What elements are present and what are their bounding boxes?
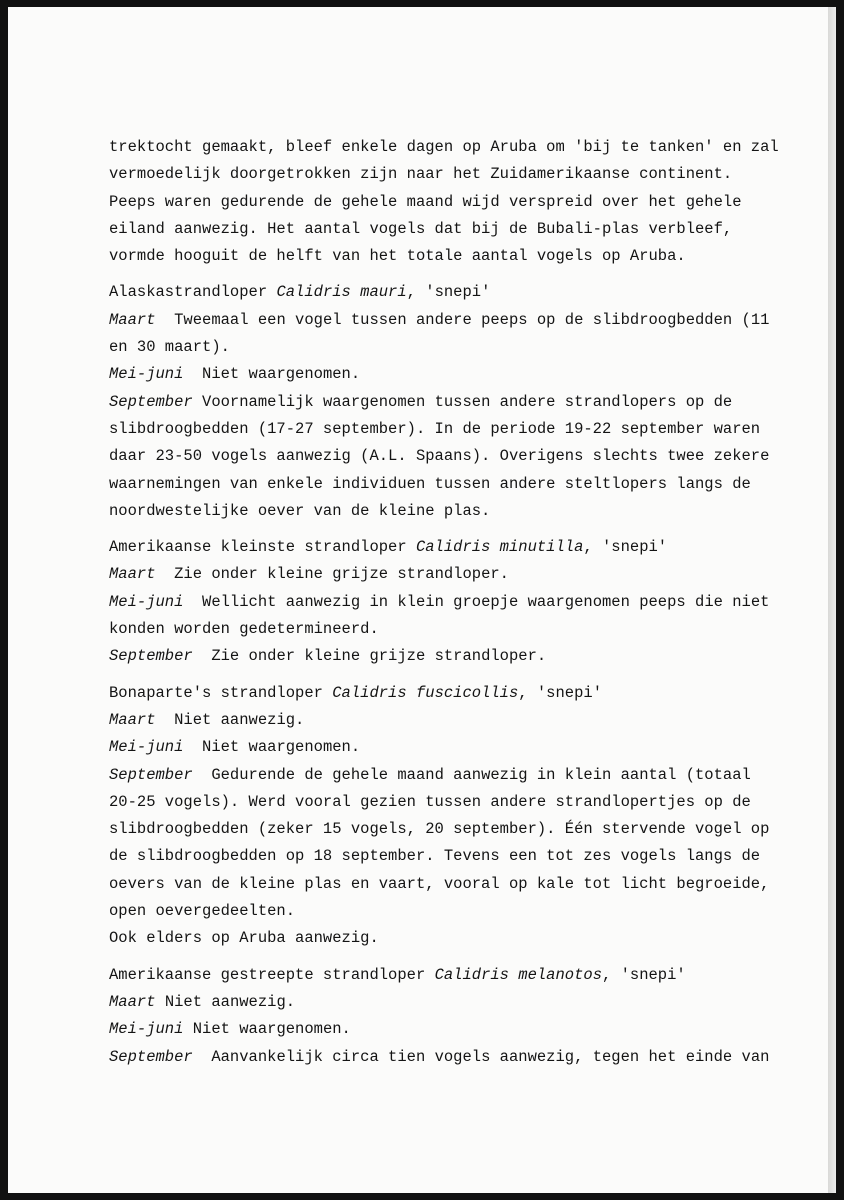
month-entry — [109, 1016, 759, 1043]
entry-text: Zie onder kleine grijze strandloper. — [211, 647, 547, 666]
entry-text: 20-25 vogels). Werd vooral gezien tussen andere strandlopertjes op de — [109, 792, 751, 811]
document-body — [109, 134, 779, 1071]
month-entry — [109, 361, 759, 388]
species-name: Alaskastrandloper — [109, 283, 277, 302]
entry-text: slibdroogbedden (17-27 september). In de periode 19-22 september waren — [109, 419, 761, 438]
month-label: September — [109, 1047, 193, 1066]
species-section-least-sandpiper — [109, 534, 770, 670]
text-line: trektocht gemaakt, bleef enkele dagen op Aruba om 'bij te tanken' en zal — [109, 138, 779, 156]
entry-text: konden worden gedetermineerd. — [109, 620, 379, 639]
entry-text: Aanvankelijk circa tien vogels aanwezig, tegen het einde van — [211, 1047, 770, 1066]
month-label: September — [109, 392, 193, 411]
species-heading — [109, 534, 759, 561]
month-entry — [109, 762, 759, 789]
entry-text: daar 23-50 vogels aanwezig (A.L. Spaans). Overigens slechts twee zekere — [109, 447, 770, 466]
text-line: Peeps waren gedurende de gehele maand wijd verspreid over het gehele — [109, 192, 742, 211]
entry-text: Niet aanwezig. — [174, 710, 305, 729]
month-entry — [109, 707, 759, 734]
entry-text: Zie onder kleine grijze strandloper. — [174, 565, 509, 584]
month-entry — [109, 307, 770, 334]
entry-text: Niet waargenomen. — [202, 365, 361, 384]
month-entry — [109, 989, 759, 1016]
month-label: September — [109, 647, 193, 666]
month-label: Mei-juni — [109, 592, 184, 611]
month-label: September — [109, 765, 193, 784]
month-label: Mei-juni — [109, 1020, 184, 1039]
month-entry — [109, 389, 759, 416]
text-line: eiland aanwezig. Het aantal vogels dat bij de Bubali-plas verbleef, — [109, 219, 733, 238]
species-local-name: , 'snepi' — [602, 965, 686, 984]
text-line: vormde hooguit de helft van het totale aantal vogels op Aruba. — [109, 247, 686, 266]
page-edge — [828, 7, 836, 1193]
species-latin-name: Calidris minutilla — [415, 538, 584, 557]
species-local-name: , 'snepi' — [518, 683, 602, 702]
entry-text: oevers van de kleine plas en vaart, vooral op kale tot licht begroeide, — [109, 874, 770, 893]
month-label: Maart — [109, 710, 156, 729]
entry-text: waarnemingen van enkele individuen tussen andere steltlopers langs de — [109, 474, 751, 493]
month-label: Maart — [109, 565, 156, 584]
entry-text: Ook elders op Aruba aanwezig. — [109, 929, 379, 948]
month-label: Mei-juni — [109, 365, 184, 384]
entry-text: Niet waargenomen. — [202, 738, 361, 757]
species-name: Bonaparte's strandloper — [109, 683, 333, 702]
species-latin-name: Calidris fuscicollis — [332, 683, 519, 702]
month-entry — [109, 561, 759, 588]
species-heading — [109, 279, 759, 306]
species-latin-name: Calidris melanotos — [434, 965, 602, 984]
intro-paragraph — [109, 134, 779, 270]
species-heading — [109, 680, 759, 707]
entry-text: Gedurende de gehele maand aanwezig in klein aantal (totaal — [211, 765, 751, 784]
month-entry — [109, 589, 770, 616]
month-label: Mei-juni — [109, 738, 184, 757]
month-entry — [109, 1044, 770, 1071]
species-section-white-rumped-sandpiper — [109, 680, 770, 953]
species-latin-name: Calidris mauri — [276, 283, 407, 302]
month-label: Maart — [109, 992, 156, 1011]
species-section-western-sandpiper — [109, 279, 770, 525]
species-name: Amerikaanse gestreepte strandloper — [109, 965, 435, 984]
species-name: Amerikaanse kleinste strandloper — [109, 538, 416, 557]
text-line: vermoedelijk doorgetrokken zijn naar het Zuidamerikaanse continent. — [109, 165, 733, 184]
month-label: Maart — [109, 310, 156, 329]
entry-text: slibdroogbedden (zeker 15 vogels, 20 september). Één stervende vogel op — [109, 820, 770, 839]
month-entry — [109, 643, 759, 670]
entry-text: en 30 maart). — [109, 338, 230, 357]
entry-text: Niet aanwezig. — [164, 992, 296, 1011]
species-local-name: , 'snepi' — [583, 538, 668, 557]
entry-text: Voornamelijk waargenomen tussen andere strandlopers op de — [202, 392, 733, 411]
species-heading — [109, 962, 759, 989]
species-local-name: , 'snepi' — [406, 283, 491, 302]
entry-text: Tweemaal een vogel tussen andere peeps op de slibdroogbedden (11 — [174, 310, 770, 329]
entry-text: open oevergedeelten. — [109, 902, 296, 921]
entry-text: noordwestelijke oever van de kleine plas. — [109, 501, 491, 520]
entry-text: Niet waargenomen. — [192, 1020, 351, 1039]
entry-text: de slibdroogbedden op 18 september. Tevens een tot zes vogels langs de — [109, 847, 761, 866]
month-entry — [109, 734, 759, 761]
entry-text: Wellicht aanwezig in klein groepje waargenomen peeps die niet — [202, 592, 770, 611]
species-section-pectoral-sandpiper — [109, 962, 770, 1071]
